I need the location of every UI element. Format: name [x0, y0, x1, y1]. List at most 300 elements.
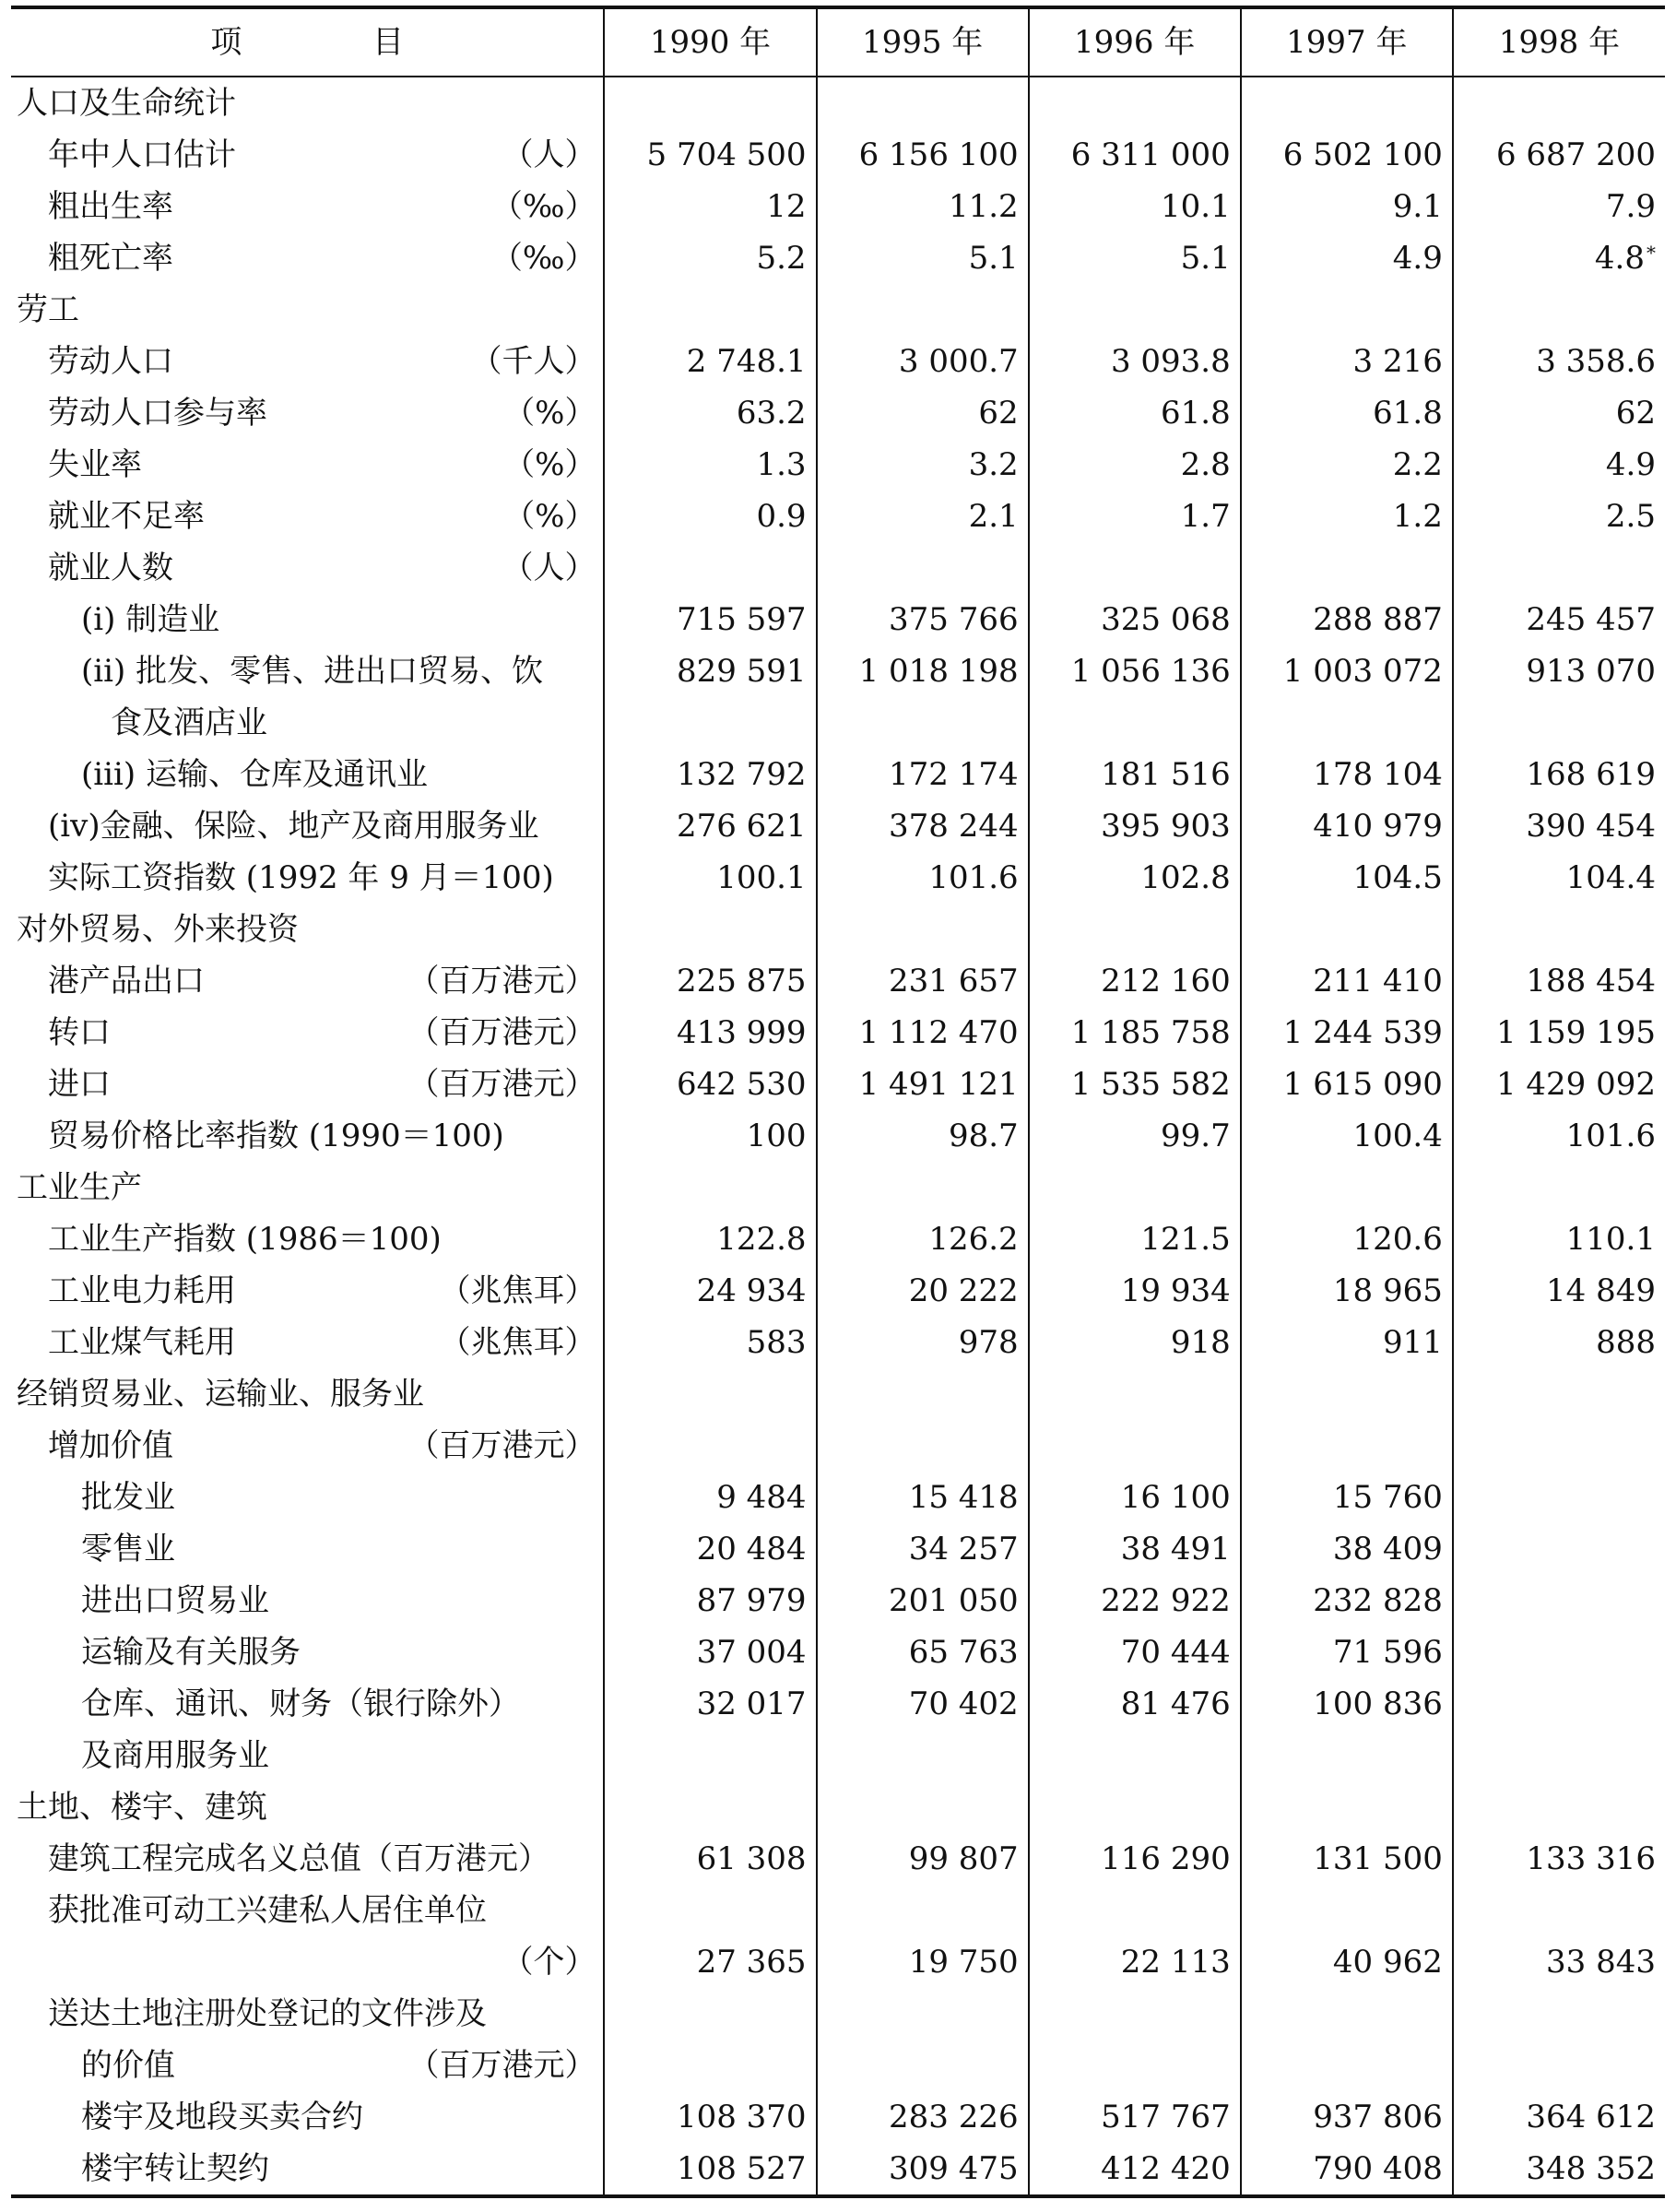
- table-row: [11, 645, 1665, 697]
- row-item-cell: [11, 1472, 604, 1523]
- row-label: 经销贸易业、运输业、服务业: [17, 1376, 424, 1413]
- value-cell: [1029, 2143, 1241, 2196]
- cell-value: 61.8: [1161, 395, 1231, 432]
- row-unit: （百万港元）: [407, 963, 596, 1000]
- table-row: [11, 1626, 1665, 1678]
- value-cell: [604, 1936, 816, 1988]
- row-label: 工业煤气耗用: [48, 1324, 236, 1361]
- row-item: [11, 1110, 603, 1162]
- cell-value: 3 093.8: [1110, 343, 1231, 380]
- table-row: [11, 542, 1665, 594]
- value-cell: [1029, 1110, 1241, 1162]
- value-cell: [1029, 904, 1241, 955]
- row-label: 获批准可动工兴建私人居住单位: [48, 1892, 487, 1929]
- value-cell: [604, 1213, 816, 1265]
- row-item: [11, 542, 603, 594]
- value-cell: [1241, 1730, 1453, 1781]
- row-item-cell: [11, 1885, 604, 1936]
- cell-value: 1 244 539: [1282, 1014, 1443, 1051]
- row-item-cell: [11, 749, 604, 800]
- cell-value: 7.9: [1605, 188, 1656, 225]
- row-unit: （百万港元）: [407, 1066, 596, 1103]
- value-cell: [1241, 284, 1453, 336]
- row-unit: （‰）: [490, 188, 596, 225]
- value-cell: [817, 1833, 1029, 1885]
- row-item-cell: [11, 129, 604, 181]
- value-cell: [1029, 1472, 1241, 1523]
- value-cell: [1453, 800, 1665, 852]
- table-row: [11, 852, 1665, 904]
- row-unit: （兆焦耳）: [439, 1272, 596, 1309]
- cell-value: 108 370: [676, 2099, 807, 2135]
- value-cell: [1453, 387, 1665, 439]
- value-cell: [604, 1523, 816, 1575]
- cell-value: 172 174: [889, 756, 1019, 793]
- cell-value: 14 849: [1546, 1272, 1656, 1309]
- table-row: [11, 77, 1665, 129]
- value-cell: [817, 1781, 1029, 1833]
- value-cell: [1453, 955, 1665, 1007]
- value-cell: [604, 1110, 816, 1162]
- value-cell: [1241, 904, 1453, 955]
- value-cell: [1241, 1265, 1453, 1317]
- value-cell: [1241, 1317, 1453, 1368]
- value-cell: [604, 1988, 816, 2040]
- value-cell: [1241, 955, 1453, 1007]
- cell-value: 70 444: [1120, 1634, 1231, 1671]
- row-unit: （%）: [503, 446, 596, 483]
- value-cell: [1029, 336, 1241, 387]
- table-row: [11, 749, 1665, 800]
- value-cell: [1241, 697, 1453, 749]
- row-label: 粗出生率: [48, 188, 173, 225]
- row-label: 的价值: [81, 2047, 175, 2084]
- cell-value: 309 475: [889, 2150, 1019, 2187]
- row-item-cell: [11, 2040, 604, 2091]
- value-cell: [1241, 1213, 1453, 1265]
- table-row: [11, 594, 1665, 645]
- cell-value: 325 068: [1101, 601, 1231, 638]
- row-item: [11, 1988, 603, 2040]
- value-cell: [1453, 1575, 1665, 1626]
- value-cell: [1241, 1162, 1453, 1213]
- row-item: [11, 129, 603, 181]
- value-cell: [817, 2143, 1029, 2196]
- cell-value: 62: [1615, 395, 1656, 432]
- table-row: [11, 1988, 1665, 2040]
- cell-value: 1.3: [756, 446, 807, 483]
- cell-value: 181 516: [1101, 756, 1231, 793]
- value-cell: [1453, 1833, 1665, 1885]
- value-cell: [1029, 1626, 1241, 1678]
- row-label: 劳工: [17, 291, 79, 328]
- row-item: [11, 1626, 603, 1678]
- value-cell: [817, 336, 1029, 387]
- value-cell: [1241, 181, 1453, 232]
- row-item: [11, 697, 603, 749]
- table-header-row: [11, 7, 1665, 77]
- value-cell: [1453, 2040, 1665, 2091]
- value-cell: [604, 1885, 816, 1936]
- value-cell: [817, 1059, 1029, 1110]
- row-item: [11, 336, 603, 387]
- value-cell: [1029, 1575, 1241, 1626]
- row-item-cell: [11, 2143, 604, 2196]
- value-cell: [1029, 77, 1241, 129]
- row-item: [11, 1885, 603, 1936]
- table-row: [11, 284, 1665, 336]
- value-cell: [817, 1626, 1029, 1678]
- value-cell: [1029, 1678, 1241, 1730]
- row-unit: （兆焦耳）: [439, 1324, 596, 1361]
- value-cell: [1453, 1213, 1665, 1265]
- row-item-cell: [11, 284, 604, 336]
- value-cell: [1453, 1781, 1665, 1833]
- value-cell: [1453, 1472, 1665, 1523]
- header-year-1996: 1996 年: [1029, 7, 1241, 77]
- row-item-cell: [11, 232, 604, 284]
- cell-value: 1 535 582: [1070, 1066, 1231, 1103]
- value-cell: [1241, 1059, 1453, 1110]
- row-label: 失业率: [48, 446, 142, 483]
- value-cell: [817, 955, 1029, 1007]
- value-cell: [1241, 1007, 1453, 1059]
- value-cell: [1241, 336, 1453, 387]
- cell-value: 395 903: [1101, 808, 1231, 845]
- value-cell: [817, 542, 1029, 594]
- table-row: [11, 2143, 1665, 2196]
- cell-value: 126.2: [928, 1221, 1019, 1258]
- value-cell: [1453, 1626, 1665, 1678]
- cell-value: 104.4: [1565, 859, 1656, 896]
- row-item-cell: [11, 852, 604, 904]
- value-cell: [1241, 491, 1453, 542]
- row-label: 对外贸易、外来投资: [17, 911, 299, 948]
- value-cell: [817, 491, 1029, 542]
- row-unit: （千人）: [470, 343, 596, 380]
- cell-value: 100: [746, 1118, 807, 1154]
- value-cell: [1453, 1368, 1665, 1420]
- cell-value: 1 429 092: [1495, 1066, 1656, 1103]
- value-cell: [1029, 1730, 1241, 1781]
- value-cell: [1029, 232, 1241, 284]
- cell-value: 517 767: [1101, 2099, 1231, 2135]
- row-label: 就业人数: [48, 550, 173, 586]
- row-item-cell: [11, 1626, 604, 1678]
- cell-value: 829 591: [676, 653, 807, 690]
- row-item: [11, 439, 603, 491]
- table-row: [11, 1059, 1665, 1110]
- row-unit: （%）: [503, 498, 596, 535]
- value-cell: [1029, 1317, 1241, 1368]
- cell-value: 15 760: [1332, 1479, 1443, 1516]
- footnote-mark: *: [1646, 242, 1656, 264]
- table-row: [11, 1885, 1665, 1936]
- value-cell: [1453, 77, 1665, 129]
- row-item: [11, 1162, 603, 1213]
- row-item-cell: [11, 800, 604, 852]
- value-cell: [604, 645, 816, 697]
- cell-value: 201 050: [889, 1582, 1019, 1619]
- value-cell: [1029, 1781, 1241, 1833]
- value-cell: [1029, 1162, 1241, 1213]
- value-cell: [604, 1420, 816, 1472]
- cell-value: 1 018 198: [858, 653, 1019, 690]
- row-item: [11, 1730, 603, 1781]
- cell-value: 2.1: [968, 498, 1019, 535]
- value-cell: [1029, 1523, 1241, 1575]
- row-item: [11, 1265, 603, 1317]
- value-cell: [1453, 904, 1665, 955]
- row-item-cell: [11, 955, 604, 1007]
- value-cell: [604, 2040, 816, 2091]
- cell-value: 913 070: [1526, 653, 1656, 690]
- row-item: [11, 1059, 603, 1110]
- table-row: [11, 1781, 1665, 1833]
- value-cell: [1241, 439, 1453, 491]
- row-label: 楼宇及地段买卖合约: [81, 2099, 363, 2135]
- row-item: [11, 1575, 603, 1626]
- cell-value: 412 420: [1101, 2150, 1231, 2187]
- cell-value: 32 017: [696, 1686, 807, 1722]
- value-cell: [1453, 336, 1665, 387]
- value-cell: [1029, 852, 1241, 904]
- row-item: [11, 904, 603, 955]
- value-cell: [1453, 2143, 1665, 2196]
- cell-value: 168 619: [1526, 756, 1656, 793]
- value-cell: [1241, 645, 1453, 697]
- row-unit: （个）: [502, 1944, 596, 1981]
- table-row: [11, 491, 1665, 542]
- header-year-1998: 1998 年: [1453, 7, 1665, 77]
- cell-value: 100.4: [1352, 1118, 1443, 1154]
- cell-value: 38 491: [1120, 1531, 1231, 1567]
- cell-value: 62: [978, 395, 1019, 432]
- cell-value: 18 965: [1332, 1272, 1443, 1309]
- cell-value: 5.1: [1180, 240, 1231, 277]
- row-item-cell: [11, 1007, 604, 1059]
- row-item: [11, 1678, 603, 1730]
- value-cell: [1453, 491, 1665, 542]
- row-label: 增加价值: [48, 1427, 173, 1464]
- value-cell: [1453, 284, 1665, 336]
- value-cell: [1029, 955, 1241, 1007]
- cell-value: 120.6: [1352, 1221, 1443, 1258]
- row-item-cell: [11, 2091, 604, 2143]
- cell-value: 642 530: [676, 1066, 807, 1103]
- table-row: [11, 1368, 1665, 1420]
- cell-value: 232 828: [1313, 1582, 1443, 1619]
- cell-value: 911: [1382, 1324, 1443, 1361]
- cell-value: 231 657: [889, 963, 1019, 1000]
- row-unit: （百万港元）: [407, 1427, 596, 1464]
- value-cell: [1453, 1988, 1665, 2040]
- value-cell: [1241, 1472, 1453, 1523]
- row-item-cell: [11, 1781, 604, 1833]
- row-label: 人口及生命统计: [17, 85, 236, 122]
- value-cell: [1453, 1936, 1665, 1988]
- value-cell: [817, 232, 1029, 284]
- cell-value: 104.5: [1352, 859, 1443, 896]
- row-label: 建筑工程完成名义总值（百万港元）: [48, 1840, 549, 1877]
- cell-value: 390 454: [1526, 808, 1656, 845]
- value-cell: [1241, 749, 1453, 800]
- value-cell: [604, 439, 816, 491]
- value-cell: [604, 2091, 816, 2143]
- cell-value: 1 159 195: [1495, 1014, 1656, 1051]
- cell-value: 5.2: [756, 240, 807, 277]
- row-label: 进出口贸易业: [81, 1582, 269, 1619]
- row-unit: （百万港元）: [407, 1014, 596, 1051]
- row-item-cell: [11, 77, 604, 129]
- cell-value: 212 160: [1101, 963, 1231, 1000]
- value-cell: [604, 1678, 816, 1730]
- value-cell: [1029, 2040, 1241, 2091]
- cell-value: 978: [958, 1324, 1019, 1361]
- value-cell: [1241, 800, 1453, 852]
- value-cell: [1453, 594, 1665, 645]
- cell-value: 61 308: [696, 1840, 807, 1877]
- row-item: [11, 77, 603, 129]
- row-item-cell: [11, 1678, 604, 1730]
- value-cell: [604, 594, 816, 645]
- cell-value: 4.9: [1392, 240, 1443, 277]
- value-cell: [1029, 491, 1241, 542]
- value-cell: [817, 800, 1029, 852]
- value-cell: [1453, 1317, 1665, 1368]
- value-cell: [1241, 1885, 1453, 1936]
- value-cell: [604, 1833, 816, 1885]
- value-cell: [604, 542, 816, 594]
- row-unit: （%）: [503, 395, 596, 432]
- row-item-cell: [11, 1420, 604, 1472]
- cell-value: 38 409: [1332, 1531, 1443, 1567]
- row-label: (iv)金融、保险、地产及商用服务业: [48, 808, 539, 845]
- value-cell: [817, 1317, 1029, 1368]
- table-row: [11, 955, 1665, 1007]
- cell-value: 15 418: [908, 1479, 1019, 1516]
- value-cell: [604, 697, 816, 749]
- table-row: [11, 2040, 1665, 2091]
- cell-value: 4.9: [1605, 446, 1656, 483]
- value-cell: [1453, 1007, 1665, 1059]
- cell-value: 122.8: [716, 1221, 807, 1258]
- cell-value: 413 999: [676, 1014, 807, 1051]
- cell-value: 2.2: [1392, 446, 1443, 483]
- value-cell: [604, 232, 816, 284]
- row-item-cell: [11, 181, 604, 232]
- value-cell: [817, 1988, 1029, 2040]
- row-item: [11, 594, 603, 645]
- row-item: [11, 1420, 603, 1472]
- cell-value: 9 484: [716, 1479, 807, 1516]
- value-cell: [817, 1265, 1029, 1317]
- value-cell: [1453, 1110, 1665, 1162]
- row-item: [11, 2040, 603, 2091]
- value-cell: [1453, 1162, 1665, 1213]
- cell-value: 225 875: [676, 963, 807, 1000]
- cell-value: 188 454: [1526, 963, 1656, 1000]
- value-cell: [817, 904, 1029, 955]
- row-label: 仓库、通讯、财务（银行除外）: [81, 1686, 520, 1722]
- row-label: 转口: [48, 1014, 111, 1051]
- value-cell: [1453, 1885, 1665, 1936]
- value-cell: [817, 77, 1029, 129]
- row-item-cell: [11, 1317, 604, 1368]
- value-cell: [1029, 1936, 1241, 1988]
- row-item-cell: [11, 1575, 604, 1626]
- value-cell: [1029, 1059, 1241, 1110]
- value-cell: [604, 336, 816, 387]
- cell-value: 9.1: [1392, 188, 1443, 225]
- cell-value: 37 004: [696, 1634, 807, 1671]
- cell-value: 2.8: [1180, 446, 1231, 483]
- value-cell: [817, 1523, 1029, 1575]
- row-unit: （百万港元）: [407, 2047, 596, 2084]
- row-item: [11, 800, 603, 852]
- row-label: 劳动人口: [48, 343, 173, 380]
- row-unit: （‰）: [490, 240, 596, 277]
- value-cell: [817, 1730, 1029, 1781]
- value-cell: [1453, 129, 1665, 181]
- cell-value: 12: [766, 188, 807, 225]
- table-row: [11, 1110, 1665, 1162]
- value-cell: [817, 749, 1029, 800]
- value-cell: [1241, 232, 1453, 284]
- cell-value: 6 687 200: [1495, 136, 1656, 173]
- value-cell: [1029, 542, 1241, 594]
- row-item: [11, 955, 603, 1007]
- value-cell: [817, 2040, 1029, 2091]
- row-item-cell: [11, 336, 604, 387]
- cell-value: 1.2: [1392, 498, 1443, 535]
- row-item-cell: [11, 1368, 604, 1420]
- table-row: [11, 129, 1665, 181]
- value-cell: [817, 852, 1029, 904]
- cell-value: 2 748.1: [686, 343, 807, 380]
- value-cell: [1453, 542, 1665, 594]
- row-item: [11, 2091, 603, 2143]
- value-cell: [1029, 1213, 1241, 1265]
- cell-value: 34 257: [908, 1531, 1019, 1567]
- value-cell: [604, 1317, 816, 1368]
- value-cell: [817, 1575, 1029, 1626]
- cell-value: 288 887: [1313, 601, 1443, 638]
- value-cell: [1029, 1833, 1241, 1885]
- cell-value: 70 402: [908, 1686, 1019, 1722]
- cell-value: 378 244: [889, 808, 1019, 845]
- row-item: [11, 1368, 603, 1420]
- value-cell: [817, 1007, 1029, 1059]
- value-cell: [604, 284, 816, 336]
- header-item: [11, 7, 604, 77]
- cell-value: 71 596: [1332, 1634, 1443, 1671]
- row-label: 劳动人口参与率: [48, 395, 267, 432]
- value-cell: [604, 129, 816, 181]
- row-item-cell: [11, 1523, 604, 1575]
- cell-value: 3 000.7: [898, 343, 1019, 380]
- value-cell: [1453, 1730, 1665, 1781]
- row-item: [11, 284, 603, 336]
- value-cell: [1241, 2143, 1453, 2196]
- cell-value: 222 922: [1101, 1582, 1231, 1619]
- row-label: 楼宇转让契约: [81, 2150, 269, 2187]
- cell-value: 790 408: [1313, 2150, 1443, 2187]
- value-cell: [1241, 1110, 1453, 1162]
- table-row: [11, 1007, 1665, 1059]
- value-cell: [604, 1730, 816, 1781]
- value-cell: [1241, 1781, 1453, 1833]
